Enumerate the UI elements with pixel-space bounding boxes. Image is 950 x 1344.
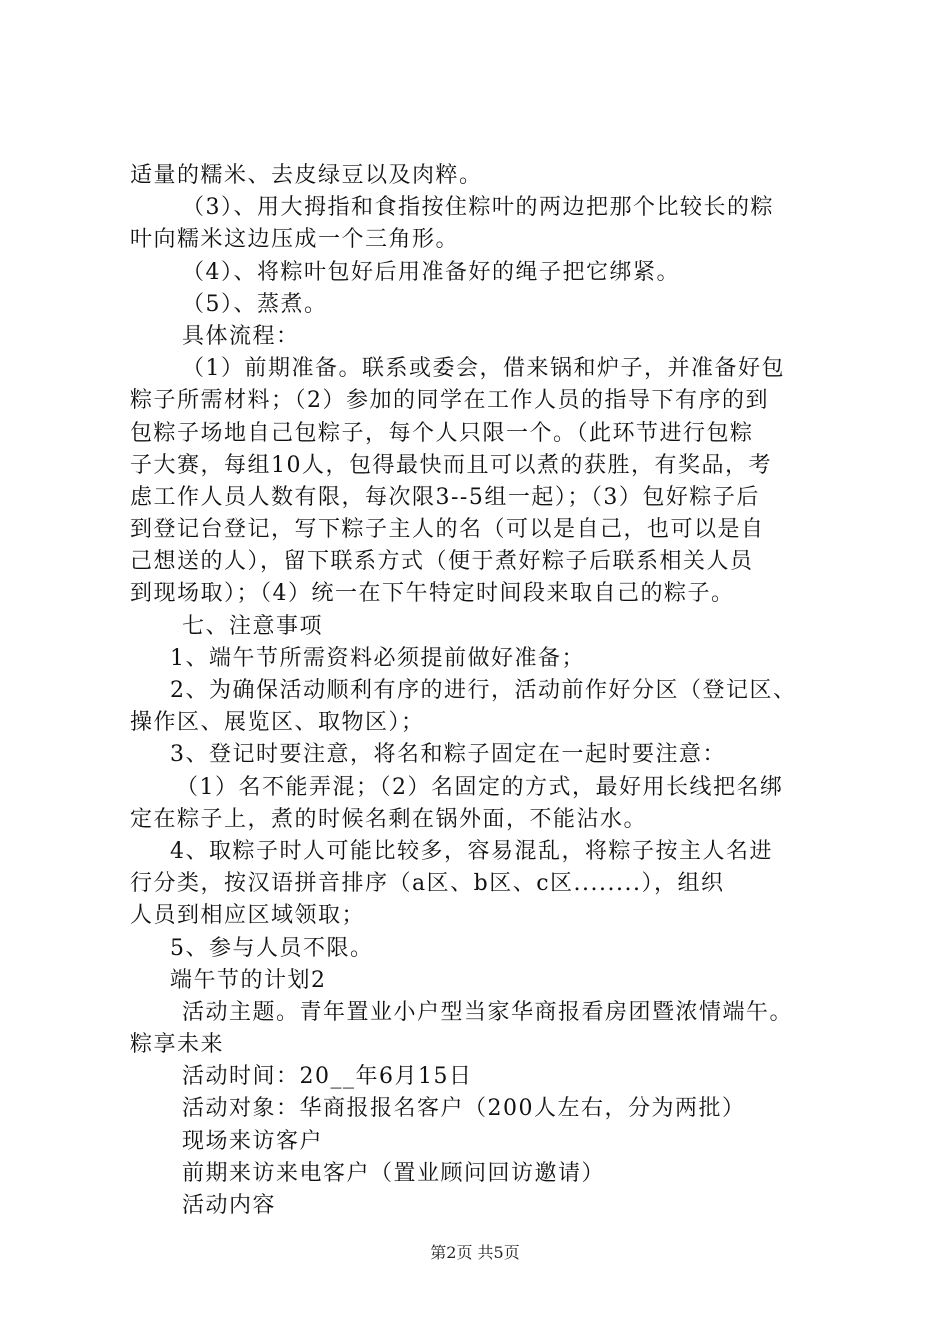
text-line: 1、端午节所需资料必须提前做好准备； (170, 645, 585, 671)
text-line: 活动内容 (182, 1193, 277, 1218)
text-line: 己想送的人），留下联系方式（便于煮好粽子后联系相关人员 (130, 549, 754, 575)
text-line: 粽享未来 (130, 1032, 225, 1058)
section-heading: 端午节的计划2 (170, 967, 327, 993)
text-line: （1）名不能弄混；（2）名固定的方式，最好用长线把名绑 (176, 774, 784, 800)
text-line: 活动对象：华商报报名客户（200人左右，分为两批） (182, 1096, 746, 1122)
text-line: 包粽子场地自己包粽子，每个人只限一个。（此环节进行包粽 (130, 420, 754, 446)
text-line: 到现场取）；（4）统一在下午特定时间段来取自己的粽子。 (130, 581, 735, 607)
text-line: 2、为确保活动顺利有序的进行，活动前作好分区（登记区、 (170, 678, 797, 703)
text-line: 适量的糯米、去皮绿豆以及肉粹。 (130, 163, 483, 188)
text-line: 叶向糯米这边压成一个三角形。 (130, 227, 460, 253)
text-line: （3）、用大拇指和食指按住粽叶的两边把那个比较长的粽 (182, 195, 774, 221)
text-line: 到登记台登记，写下粽子主人的名（可以是自己，也可以是自 (130, 517, 765, 543)
document-body (130, 160, 860, 1222)
text-line: 行分类，按汉语拼音排序（a区、b区、c区........），组织 (130, 871, 725, 897)
section-heading: 具体流程： (182, 323, 300, 349)
text-line: 5、参与人员不限。 (170, 935, 374, 961)
text-line: 前期来访来电客户（置业顾问回访邀请） (182, 1160, 606, 1186)
text-line: （5）、蒸煮。 (182, 291, 328, 317)
text-line: 子大赛，每组10人，包得最快而且可以煮的获胜，有奖品，考 (130, 452, 772, 478)
text-line: 虑工作人员人数有限，每次限3--5组一起）；（3）包好粽子后 (130, 484, 760, 510)
page-footer (0, 1242, 950, 1264)
text-line: 活动主题。青年置业小户型当家华商报看房团暨浓情端午。 (182, 999, 794, 1025)
text-line: 4、取粽子时人可能比较多，容易混乱，将粽子按主人名进 (170, 838, 773, 864)
text-line: （1）前期准备。联系或委会，借来锅和炉子，并准备好包 (182, 356, 785, 382)
text-line: 现场来访客户 (182, 1128, 324, 1154)
text-line: 操作区、展览区、取物区）； (130, 710, 425, 736)
page-indicator: 第2页 共5页 (430, 1243, 520, 1262)
section-heading: 七、注意事项 (182, 613, 324, 639)
text-line: （4）、将粽叶包好后用准备好的绳子把它绑紧。 (182, 259, 680, 285)
text-line: 3、登记时要注意，将名和粽子固定在一起时要注意： (170, 742, 726, 768)
text-line: 粽子所需材料；（2）参加的同学在工作人员的指导下有序的到 (130, 388, 769, 414)
text-line: 定在粽子上，煮的时候名剩在锅外面，不能沾水。 (130, 806, 648, 832)
text-line: 人员到相应区域领取； (130, 903, 366, 929)
text-line: 活动时间：20__年6月15日 (182, 1064, 473, 1090)
